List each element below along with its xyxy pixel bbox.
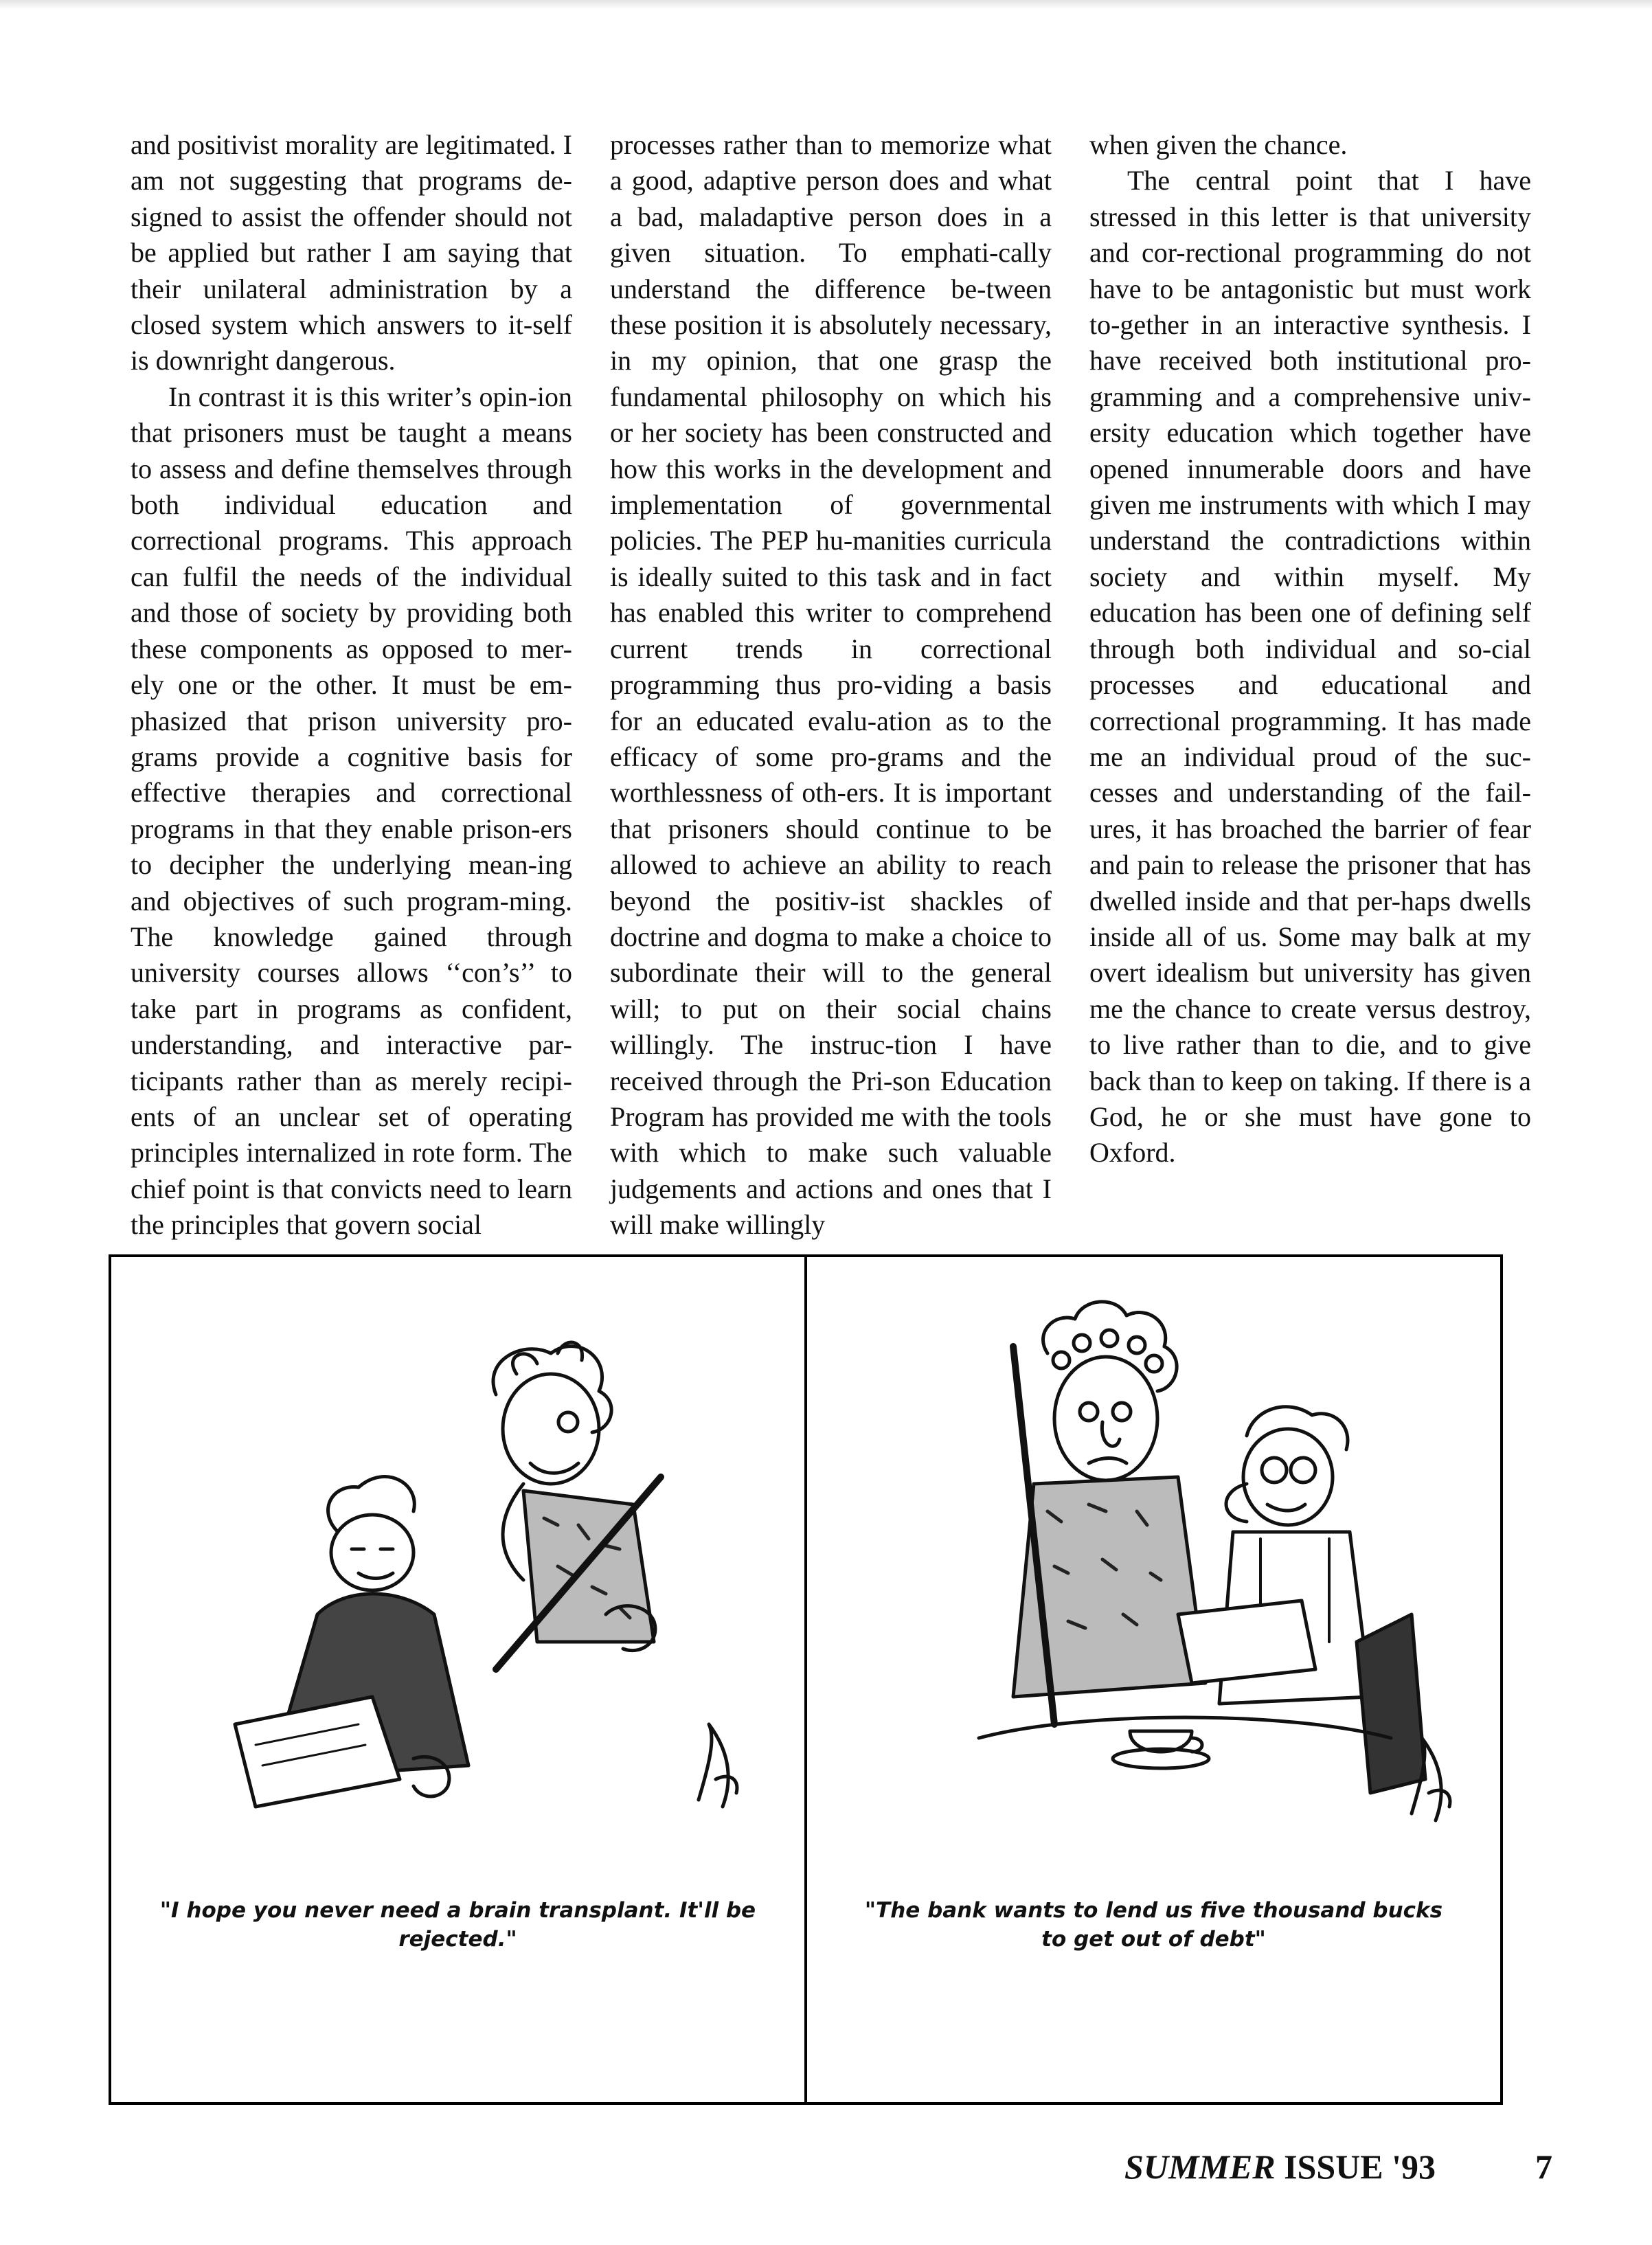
cartoon-illustration-right [807,1257,1502,1889]
article-column-1 [131,127,572,1254]
paragraph: and positivist morality are legitimated. I am not suggesting that programs de-signed to assist the offender should not be applied but rather I am saying that their unilateral administration by a closed system which answers to it-self is downright dangerous. [131,129,572,376]
cartoon-box [109,1254,1503,2105]
paragraph: processes rather than to memorize what a good, adaptive person does and what a bad, maladaptive person does in a given situation. To emphati-cally understand the difference be-tween these position it is absolutely necessary, in my opinion, that one grasp the fundamental philosophy on which his or her society has been constructed and how this works in the development and implementation of governmental policies. The PEP hu-manities curricula is ideally suited to this task and in fact has enabled this writer to comprehend current trends in correctional programming thus pro-viding a basis for an educated evalu-ation as to the efficacy of some pro-grams and the worthlessness of oth-ers. It is important that prisoners should continue to be allowed to achieve an ability to reach beyond the positiv-ist shackles of doctrine and dogma to make a choice to subordinate their will to the general will; to put on their social chains willingly. The instruc-tion I have received through the Pri-son Education Program has provided me with the tools with which to make such valuable judgements and actions and ones that I will make willingly [610,129,1052,1241]
issue-label [1124,2147,1436,2187]
cartoon-panel-right [804,1257,1500,2102]
article-column-3 [1089,127,1531,1254]
issue-season: SUMMER [1124,2147,1276,2186]
page-footer [804,2147,1552,2188]
paragraph: The central point that I have stressed in this letter is that university and cor-rectional programming do not have to be antagonistic but must work to-gether in an interactive synthesis. I have received both institutional pro-gramming and a comprehensive univ-ersity education which together have opened innumerable doors and have given me instruments with which I may understand the contradictions within society and within myself. My education has been one of defining self through both individual and so-cial processes and educational and correctional programming. It has made me an individual proud of the suc-cesses and understanding of the fail-ures, it has broached the barrier of fear and pain to release the prisoner that has dwelled inside and that per-haps dwells inside all of us. Some may balk at my overt idealism but university has given me the chance to create versus destroy, to live rather than to die, and to give back than to keep on taking. If there is a God, he or she must have gone to Oxford. [1089,165,1531,1169]
issue-rest: ISSUE '93 [1275,2147,1436,2186]
cartoon-caption-left: "I hope you never need a brain transplant. It'll be rejected." [159,1898,756,1952]
paragraph: when given the chance. [1089,129,1348,160]
paragraph: In contrast it is this writer’s opin-ion that prisoners must be taught a means to assess and define themselves through both individual education and correctional programs. This approach can fulfil the needs of the individual and those of society by providing both these components as opposed to mer-ely one or the other. It must be em-phasized that prison university pro-grams provide a cognitive basis for effective therapies and correctional programs in that they enable prison-ers to decipher the underlying mean-ing and objectives of such program-ming. The knowledge gained through university courses allows ‘‘con’s’’ to take part in programs as confident, understanding, and interactive par-ticipants rather than as merely recipi-ents of an unclear set of operating principles internalized in rote form. The chief point is that convicts need to learn the principles that govern social [131,381,572,1241]
article-column-2 [610,127,1052,1254]
cartoon-caption-right: "The bank wants to lend us five thousand bucks to get out of debt" [864,1898,1443,1952]
article-columns [131,127,1539,1254]
scan-edge [0,0,1652,10]
cartoon-illustration-left [111,1257,806,1889]
cartoon-panel-left [111,1257,804,2102]
page-number: 7 [1535,2147,1552,2186]
